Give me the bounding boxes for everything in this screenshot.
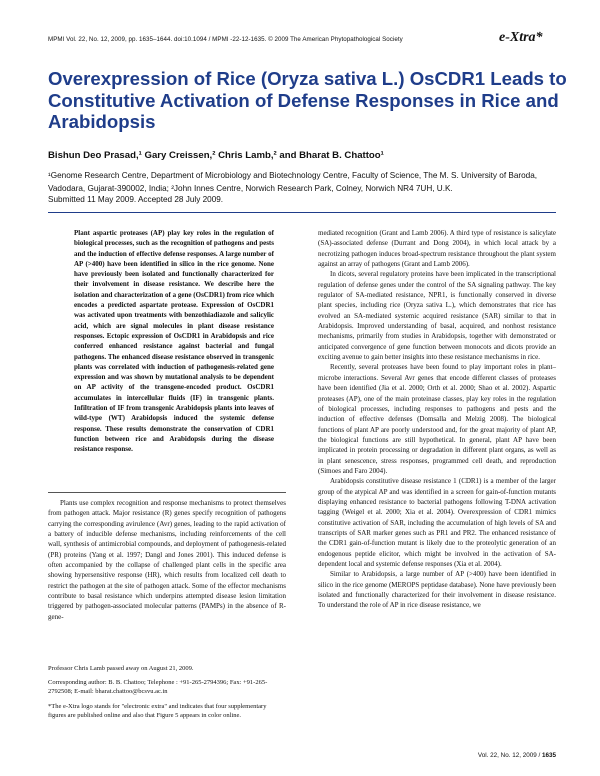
e-xtra-logo: e-Xtra* [499, 30, 543, 45]
page-number: 1635 [541, 752, 556, 759]
body-paragraph: Recently, several proteases have been found to play important roles in plant–microbe interactions. Several Avr genes that encode different classes of proteases have been identified (Jia et al. 2000; Orth et al. 2000; Shao et al. 2002). Aspartic proteases (AP), one of the main proteinase classes, play key roles in the regulation of biological processes, including responses to pathogens and pests and the induction of effective defenses (Domsalla and Melzig 2008). The biological functions of plant AP are poorly understood and, for the great majority of plant AP, the biological functions are still hypothetical. In general, plant AP have been implicated in protein processing or degradation in different plant organs, as well as in plant senescence, stress responses, programmed cell death, and reproduction (Simoes and Faro 2004). [318, 363, 556, 475]
article-title: Overexpression of Rice (Oryza sativa L.) OsCDR1 Leads to Constitutive Activation of Defense Responses in Rice and Arabidopsis [48, 68, 567, 132]
body-paragraph: Arabidopsis constitutive disease resistance 1 (CDR1) is a member of the larger group of the atypical AP and was identified in a screen for gain-of-function mutants displaying enhanced resistance to bacterial pathogens following T-DNA activation tagging (Weigel et al. 2000; Xia et al. 2004). Overexpression of CDR1 mimics constitutive activation of SAR, including the accumulation of high levels of SA and transcripts of SAR marker genes such as PR1 and PR2. The enhanced resistance of the CDR1 gain-of-function mutant is likely due to the proteolytic generation of an endogenous peptide elicitor, which might be involved in the activation of SA-dependent local and systemic defense responses (Xia et al. 2004). [318, 477, 556, 568]
abstract-divider [48, 492, 286, 493]
body-paragraph: Similar to Arabidopsis, a large number of AP (>400) have been identified in silico in the rice genome (MEROPS peptidase database). None have previously been isolated and functionally characterized for their involvement in disease resistance. To understand the role of AP in rice disease resistance, we [318, 570, 556, 610]
footnotes [48, 664, 286, 725]
body-column-right [318, 228, 556, 611]
running-head: MPMI Vol. 22, No. 12, 2009, pp. 1635–1644. doi:10.1094 / MPMI -22-12-1635. © 2009 The American Phytopathological Society [48, 36, 403, 43]
body-paragraph: Plants use complex recognition and response mechanisms to protect themselves from pathogen attack. Major resistance (R) genes specify recognition of pathogens carrying the corresponding avirulence (Avr) genes, leading to the rapid activation of a battery of inducible defense mechanisms, including reinforcements of the cell wall, synthesis of antimicrobial compounds, and deployment of pathogenesis-related (PR) proteins (Yang et al. 1997; Dangl and Jones 2001). This induced defense is often accompanied by the collapse of challenged plant cells in the specific area showing hypersensitive response (HR), which results from localized cell death to restrict the pathogen at the site of pathogen attack. Some of the effector mechanisms contribute to basal resistance which underpins attempted disease lesion limitation triggered by pathogen-associated molecular patterns (PAMPs) in the absence of R-gene- [48, 499, 286, 621]
page-footer [478, 752, 556, 759]
footnote-extra: *The e-Xtra logo stands for "electronic extra" and indicates that four supplementary figures are published online and also that Figure 5 appears in color online. [48, 702, 267, 719]
affiliations: ¹Genome Research Centre, Department of Microbiology and Biotechnology Centre, Faculty of Science, The M. S. University of Baroda, Vadodara, Gujarat-390002, India; ²John Innes Centre, Norwich Research Park, Colney, Norwich NR4 7UH, U.K. [48, 171, 538, 193]
author-list: Bishun Deo Prasad,¹ Gary Creissen,² Chris Lamb,² and Bharat B. Chattoo¹ [48, 150, 384, 161]
body-paragraph: mediated recognition (Grant and Lamb 2006). A third type of resistance is salicylate (SA)-associated defense (Durrant and Dong 2004), in which local attack by a necrotizing pathogen induces broad-spectrum resistance throughout the plant system against an array of pathogens (Grant and Lamb 2006). [318, 229, 556, 269]
footnote-corresponding-author: Corresponding author: B. B. Chattoo; Telephone : +91-265-2794396; Fax: +91-265-2792508; E-mail: bharat.chattoo@bcsvu.ac.in [48, 679, 268, 696]
submission-dates: Submitted 11 May 2009. Accepted 28 July 2009. [48, 195, 224, 204]
footer-volume: Vol. 22, No. 12, 2009 / [477, 752, 541, 759]
body-paragraph: In dicots, several regulatory proteins have been implicated in the transcriptional regulation of defense genes under the control of the SA signaling pathway. The key regulator of SA-mediated resistance, NPR1, is functionally conserved in diverse plant species, including rice (Oryza sativa L.), which demonstrates that rice has evolved an SA-mediated systemic acquired resistance (SAR) similar to that in Arabidopsis. Improved understanding of basal, acquired, and nonhost resistance mechanisms, primarily from studies in Arabidopsis, together with demonstrated or anticipated convergence of gene function between monocots and dicots provide an exciting avenue to gain better insights into these resistance mechanisms in rice. [318, 270, 556, 362]
body-column-left [48, 498, 286, 622]
abstract: Plant aspartic proteases (AP) play key roles in the regulation of biological processes, such as the recognition of pathogens and pests and the induction of effective defense responses. A large number of AP (>400) have been identified in silico in the rice genome. None have previously been isolated and functionally characterized for their involvement in disease resistance. We describe here the isolation and characterization of a gene (OsCDR1) from rice which encodes a predicted aspartate protease. Expression of OsCDR1 was activated upon treatments with benzothiadiazole and salicylic acid, which are signal molecules in plant disease resistance responses. Ectopic expression of OsCDR1 in Arabidopsis and rice conferred enhanced resistance against bacterial and fungal pathogens. The enhanced disease resistance observed in transgenic plants was correlated with induction of pathogenesis-related gene expression and was shown by mutational analysis to be dependent on AP activity of the transgene-encoded product. OsCDR1 accumulates in intercellular fluids (IF) in transgenic plants. Infiltration of IF from transgenic Arabidopsis plants into leaves of wild-type (WT) Arabidopsis induced the systemic defense response. These results demonstrate the conservation of CDR1 function between rice and Arabidopsis during the disease resistance response. [74, 229, 274, 454]
footnote-deceased: Professor Chris Lamb passed away on August 21, 2009. [48, 665, 194, 672]
header-divider [48, 212, 556, 213]
